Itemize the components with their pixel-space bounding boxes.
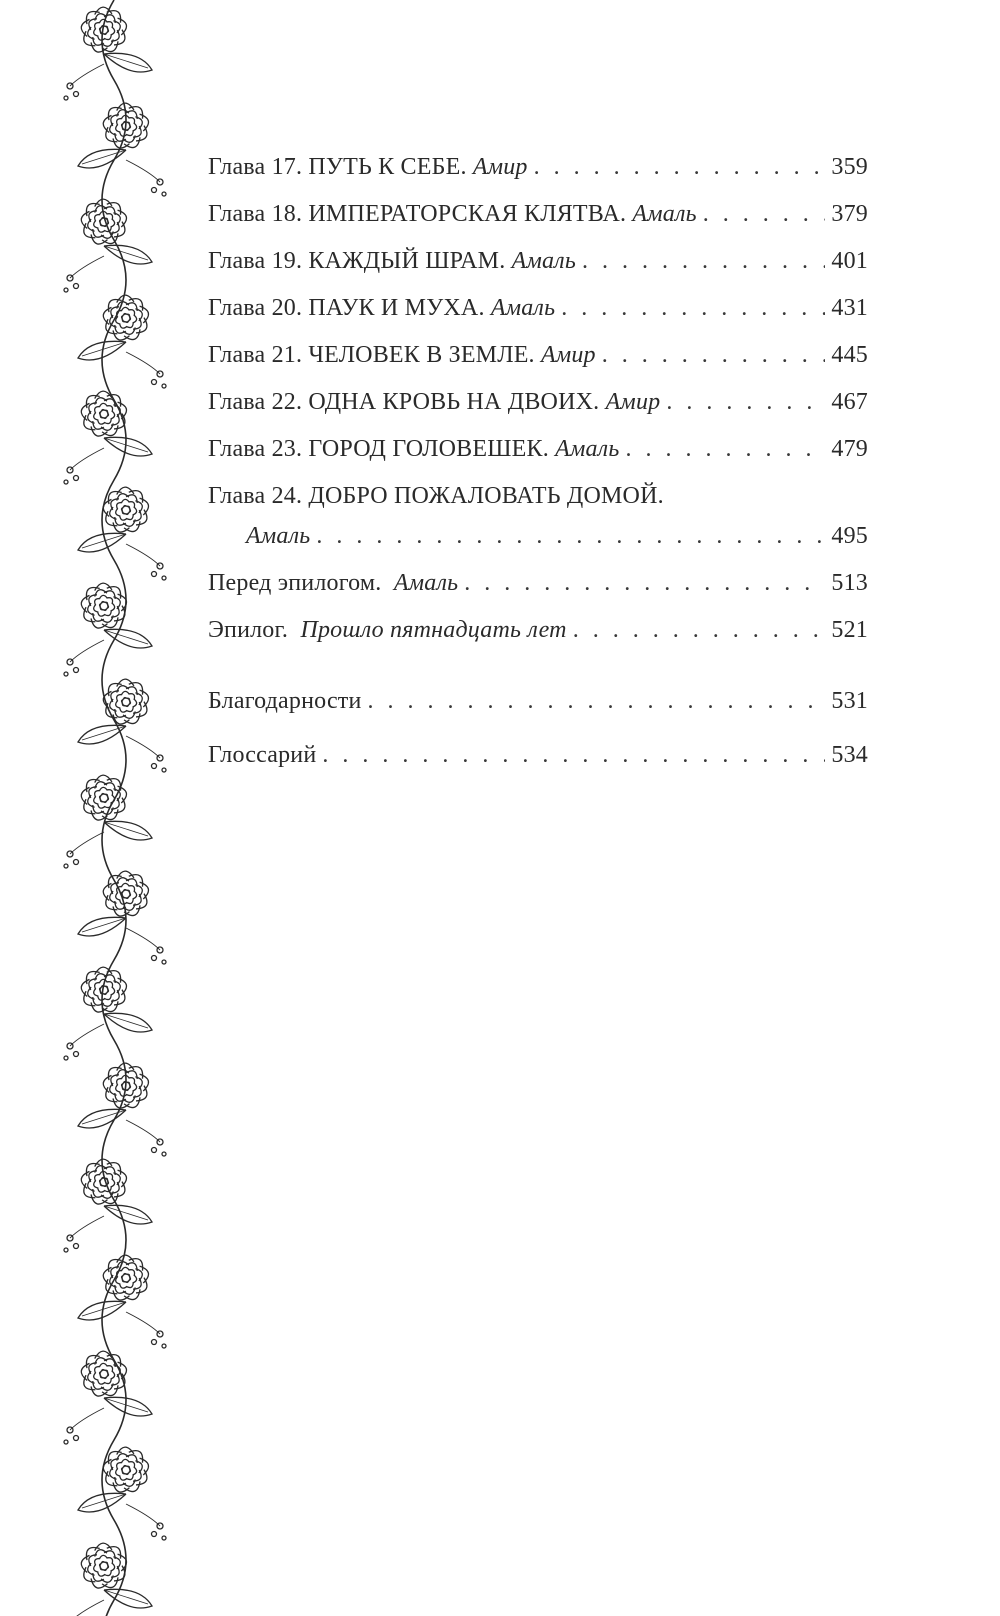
toc-entry-acknowledgements[interactable] [208, 686, 868, 740]
toc-page-number: 534 [831, 742, 868, 768]
toc-entry-title: Глава 19. КАЖДЫЙ ШРАМ. Амаль [208, 248, 576, 274]
toc-page-number: 467 [831, 389, 868, 415]
table-of-contents [208, 152, 868, 794]
toc-entry-title: Глава 20. ПАУК И МУХА. Амаль [208, 295, 556, 321]
toc-entry-title: Глава 22. ОДНА КРОВЬ НА ДВОИХ. Амир [208, 389, 661, 415]
toc-dot-leader [322, 740, 825, 770]
toc-entry-chapter-18[interactable] [208, 199, 868, 246]
toc-page-number: 513 [831, 570, 868, 596]
toc-dot-leader [666, 387, 825, 417]
toc-entry-title: Глава 24. ДОБРО ПОЖАЛОВАТЬ ДОМОЙ. [208, 483, 664, 509]
toc-entry-title: Перед эпилогом. Амаль [208, 570, 459, 596]
toc-dot-leader [534, 152, 826, 182]
toc-page-number: 479 [831, 436, 868, 462]
toc-dot-leader [703, 199, 826, 229]
toc-page-number: 521 [831, 617, 868, 643]
toc-entry-title: Глава 18. ИМПЕРАТОРСКАЯ КЛЯТВА. Амаль [208, 201, 697, 227]
toc-dot-leader [368, 686, 826, 716]
toc-dot-leader [625, 434, 825, 464]
toc-entry-author: Амаль [246, 523, 311, 549]
section-gap [208, 662, 868, 686]
toc-entry-title: Глава 23. ГОРОД ГОЛОВЕШЕК. Амаль [208, 436, 620, 462]
toc-page-number: 431 [831, 295, 868, 321]
toc-dot-leader [316, 521, 825, 551]
toc-entry-chapter-21[interactable] [208, 340, 868, 387]
toc-entry-chapter-19[interactable] [208, 246, 868, 293]
toc-entry-chapter-17[interactable] [208, 152, 868, 199]
toc-dot-leader [582, 246, 825, 276]
toc-entry-title: Глоссарий [208, 742, 317, 768]
toc-page-number: 531 [831, 688, 868, 714]
toc-dot-leader [464, 568, 825, 598]
toc-entry-chapter-24[interactable] [208, 481, 868, 568]
toc-entry-title: Глава 17. ПУТЬ К СЕБЕ. Амир [208, 154, 528, 180]
toc-entry-pre-epilogue[interactable] [208, 568, 868, 615]
toc-entry-chapter-22[interactable] [208, 387, 868, 434]
toc-entry-chapter-23[interactable] [208, 434, 868, 481]
floral-border-icon [50, 0, 178, 1616]
toc-entry-epilogue[interactable] [208, 615, 868, 662]
toc-entry-title: Эпилог. Прошло пятнадцать лет [208, 617, 567, 643]
toc-dot-leader [561, 293, 825, 323]
toc-dot-leader [573, 615, 826, 645]
toc-entry-title: Глава 21. ЧЕЛОВЕК В ЗЕМЛЕ. Амир [208, 342, 596, 368]
toc-page-number: 359 [831, 154, 868, 180]
toc-entry-title: Благодарности [208, 688, 362, 714]
toc-page-number: 495 [831, 523, 868, 549]
toc-entry-glossary[interactable] [208, 740, 868, 794]
toc-page-number: 379 [831, 201, 868, 227]
toc-entry-chapter-20[interactable] [208, 293, 868, 340]
toc-page-number: 401 [831, 248, 868, 274]
toc-dot-leader [602, 340, 826, 370]
toc-page-number: 445 [831, 342, 868, 368]
